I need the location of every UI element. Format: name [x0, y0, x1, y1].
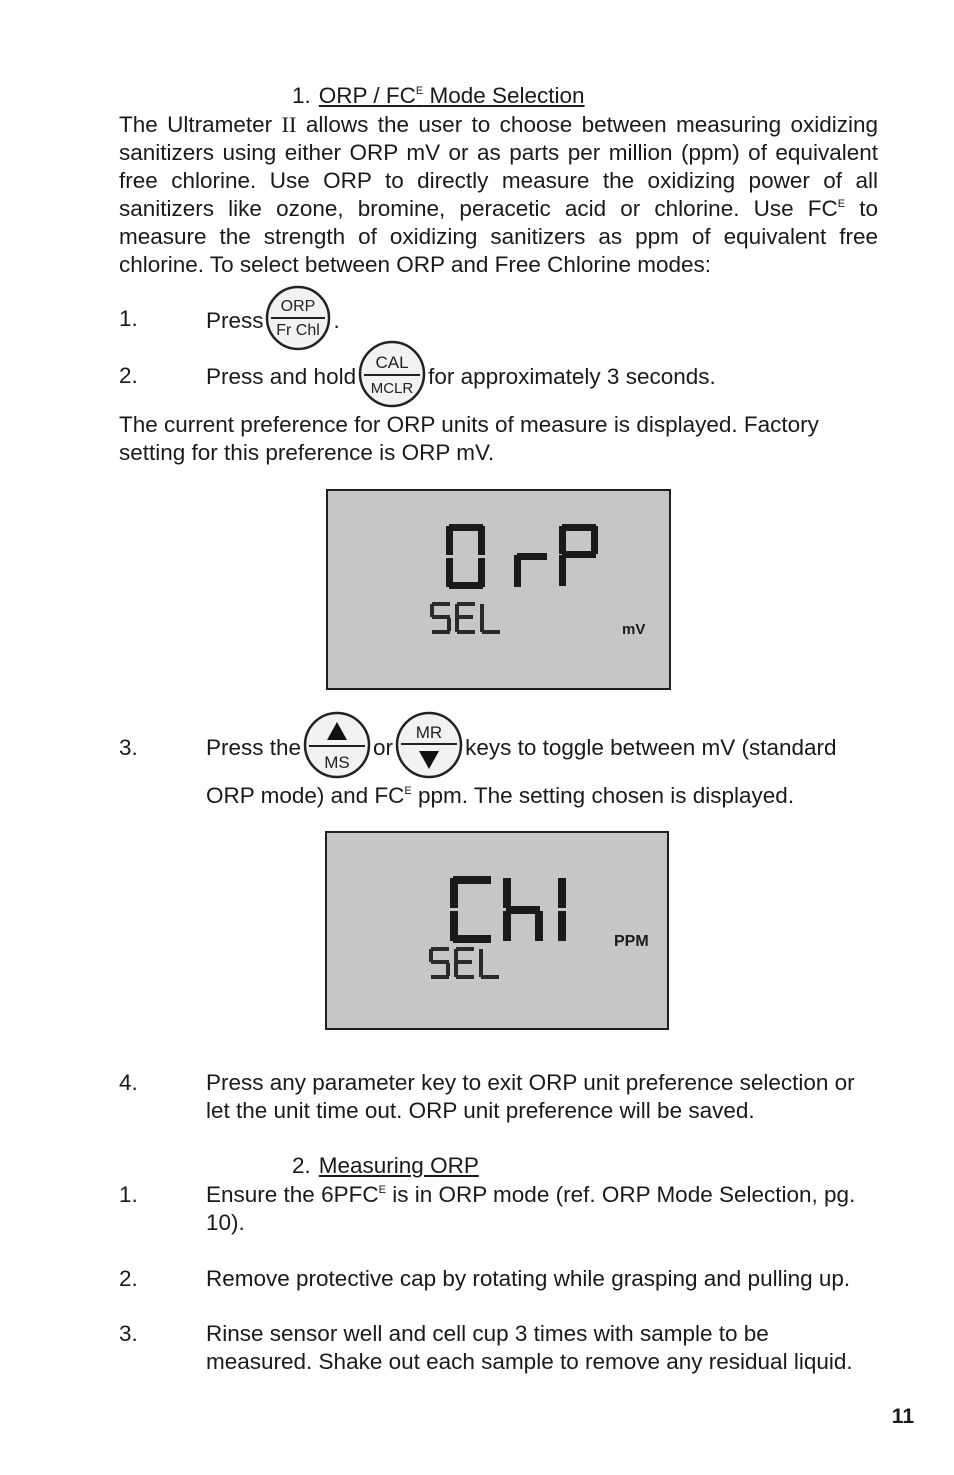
lcd-display-chl-sel	[325, 831, 669, 1030]
intro-paragraph	[119, 111, 878, 279]
cal-key-bottom-label: MCLR	[370, 379, 414, 397]
step-text: Press	[206, 308, 264, 333]
section-title-part: ORP / FC	[318, 83, 416, 108]
lcd-segments-chl	[327, 833, 667, 1028]
orp-key-top-label: ORP	[280, 297, 315, 315]
step-text: ORP mode) and FC	[206, 783, 405, 808]
step-text: keys to toggle between mV (standard	[465, 735, 837, 760]
lcd-unit-mv: mV	[622, 621, 646, 638]
step-number: 3.	[119, 735, 138, 760]
step-press-hold-cal	[206, 342, 878, 412]
step-text: for approximately 3 seconds.	[428, 364, 716, 389]
step-text: is in ORP mode (ref. ORP Mode Selection, pg. 10).	[206, 1182, 856, 1235]
section-title-part: Mode Selection	[423, 83, 585, 108]
step-text: Press the	[206, 735, 302, 760]
step-text: Press and hold	[206, 364, 357, 389]
step-number: 2.	[119, 363, 138, 388]
intro-text: The Ultrameter	[119, 112, 282, 137]
step-text: or	[373, 735, 394, 760]
preference-paragraph: The current preference for ORP units of measure is displayed. Factory setting for this preference is ORP mV.	[119, 412, 819, 465]
step-text: .	[333, 308, 340, 333]
section-number: 1.	[292, 83, 311, 108]
step-number: 2.	[119, 1266, 138, 1291]
step-number: 1.	[119, 306, 138, 331]
cal-key-top-label: CAL	[375, 352, 409, 372]
step-toggle-units-line2	[206, 782, 878, 810]
step-text: Ensure the 6PFC	[206, 1182, 379, 1207]
page-number: 11	[891, 1405, 914, 1428]
section-heading-measuring-orp	[292, 1152, 479, 1180]
step-exit-preference: Press any parameter key to exit ORP unit preference selection or let the unit time out. ORP unit preference will be saved.	[206, 1070, 855, 1123]
lcd-segments-orp	[328, 491, 669, 688]
section-number: 2.	[292, 1153, 311, 1178]
cal-mclr-key-icon	[356, 339, 428, 416]
intro-text: allows the user to choose between measuring oxidizing sanitizers using either ORP mV or as parts per million (ppm) of equivalent free chlorine. Use ORP to directly measure the oxidizing power of all sanitizers like ozone, bromine, peracetic acid or chlorine. Use FC	[119, 112, 878, 221]
step-number: 4.	[119, 1070, 138, 1095]
section-heading-orp-mode	[292, 82, 585, 110]
step-rinse-sensor: Rinse sensor well and cell cup 3 times with sample to be measured. Shake out each sample to remove any residual liquid.	[206, 1321, 853, 1374]
step-sup: E	[378, 1184, 386, 1196]
section-title: Measuring ORP	[318, 1153, 479, 1178]
ms-key-label: MS	[324, 752, 350, 772]
lcd-unit-ppm: PPM	[614, 933, 649, 950]
step-sup: E	[404, 785, 412, 797]
section-title-sup: E	[415, 85, 424, 97]
step-number: 3.	[119, 1321, 138, 1346]
up-arrow-ms-key-icon	[301, 710, 373, 787]
step-number: 1.	[119, 1182, 138, 1207]
step-text: ppm. The setting chosen is displayed.	[411, 783, 795, 808]
mr-key-label: MR	[415, 722, 443, 742]
step-remove-cap: Remove protective cap by rotating while grasping and pulling up.	[206, 1266, 851, 1291]
step-ensure-orp-mode	[206, 1181, 878, 1237]
step-toggle-units	[206, 713, 878, 783]
orp-key-bottom-label: Fr Chl	[275, 321, 320, 339]
intro-sup: E	[837, 198, 846, 210]
section-title	[319, 83, 585, 108]
intro-roman-numeral: II	[281, 112, 297, 137]
mr-down-arrow-key-icon	[393, 710, 465, 787]
intro-text: to measure the strength of oxidizing sanitizers as ppm of equivalent free chlorine. To select between ORP and Free Chlorine modes:	[119, 196, 878, 277]
lcd-display-orp-sel	[326, 489, 671, 690]
